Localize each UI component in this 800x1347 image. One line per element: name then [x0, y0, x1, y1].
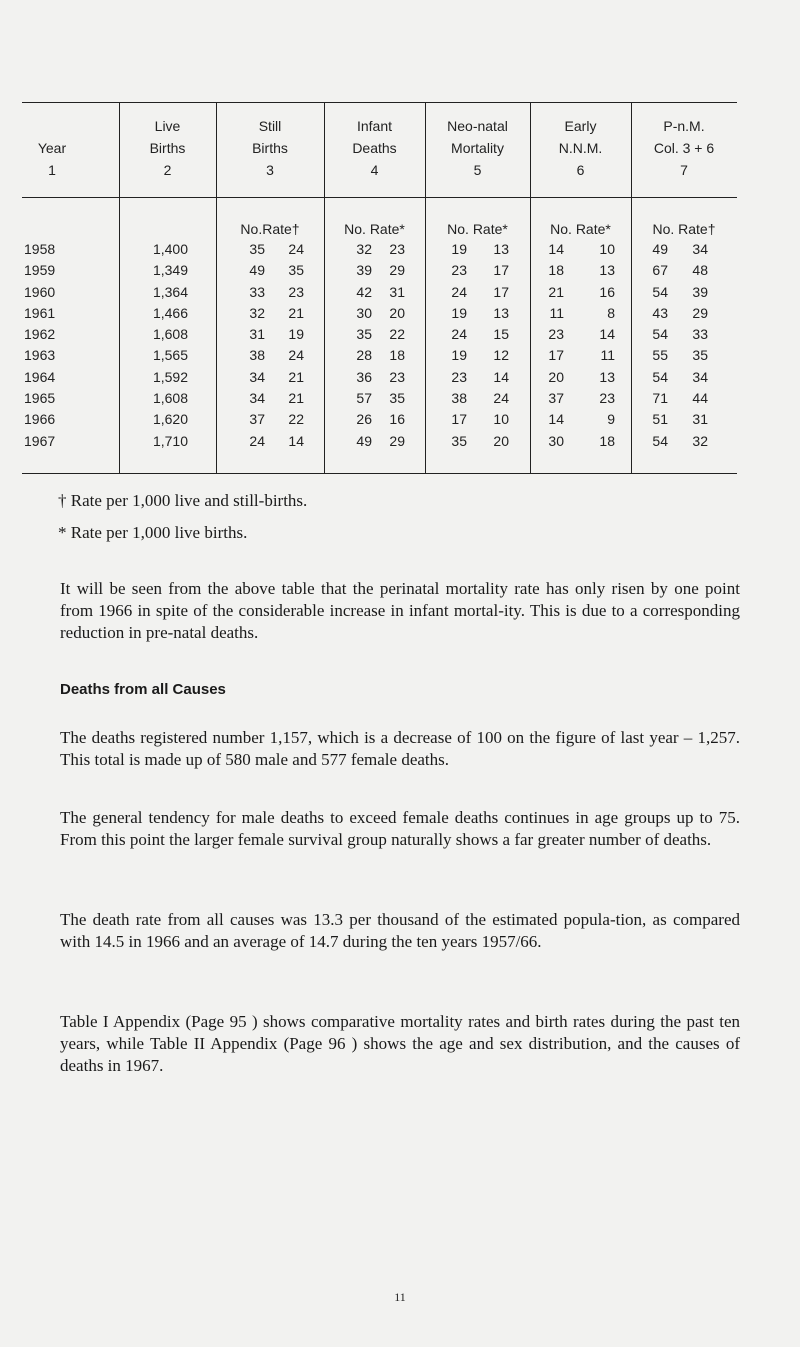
paragraph-deaths-registered: The deaths registered number 1,157, which is a decrease of 100 on the figure of last year – 1,257. This total is made up of 580 male and 577 female deaths.: [60, 728, 740, 769]
table-cell: 15: [493, 326, 509, 343]
paragraph-perinatal: It will be seen from the above table that the perinatal mortality rate has only risen by one point from 1966 in spite of the considerable increase in infant mortal-ity. This is due to a corresponding reduction in pre-natal deaths.: [60, 579, 740, 642]
table-cell: 1,364: [152, 283, 188, 300]
table-cell: 34: [249, 390, 265, 407]
table-cell: 49: [249, 262, 265, 279]
table-cell: 24: [493, 390, 509, 407]
header-pnm: [631, 115, 737, 181]
table-cell: 1,608: [152, 390, 188, 407]
table-cell: 1,400: [152, 241, 188, 257]
table-cell: 14: [599, 326, 615, 343]
subheader-neo-natal: No. Rate*: [447, 221, 508, 237]
table-cell: 17: [493, 262, 509, 279]
table-cell: 23: [548, 326, 564, 343]
table-cell: 13: [599, 262, 615, 279]
table-cell: 49: [652, 241, 668, 257]
table-cell: 18: [599, 432, 615, 449]
header-live-births: [119, 115, 216, 181]
table-cell: 21: [288, 390, 304, 407]
header-line: 6: [576, 162, 585, 178]
table-cell: 51: [652, 411, 668, 428]
table-cell: 14: [548, 241, 564, 257]
table-cell: 1963: [24, 347, 56, 364]
table-cell: 30: [548, 432, 564, 449]
table-cell: 19: [288, 326, 304, 343]
table-cell: 28: [356, 347, 372, 364]
table-cell: 23: [599, 390, 615, 407]
table-cell: 18: [389, 347, 405, 364]
table-cell: 54: [652, 283, 668, 300]
table-row: [22, 260, 737, 281]
table-cell: 21: [288, 304, 304, 321]
table-cell: 1,608: [152, 326, 188, 343]
table-cell: 48: [692, 262, 708, 279]
paragraph-death-rate: The death rate from all causes was 13.3 per thousand of the estimated popula-tion, as compared with 14.5 in 1966 and an average of 14.7 during the ten years 1957/66.: [60, 910, 740, 951]
header-line: Col. 3 + 6: [653, 140, 715, 156]
paragraph-appendix: Table I Appendix (Page 95 ) shows comparative mortality rates and birth rates during the past ten years, while Table II Appendix (Page 96 ) shows the age and sex distribution, and the causes of deaths in 1967.: [60, 1012, 740, 1075]
table-cell: 11: [600, 347, 615, 364]
table-cell: 23: [288, 283, 304, 300]
header-line: 2: [163, 162, 172, 178]
table-cell: 57: [356, 390, 372, 407]
table-cell: 32: [692, 432, 708, 449]
table-cell: 22: [288, 411, 304, 428]
table-cell: 35: [389, 390, 405, 407]
table-cell: 23: [389, 368, 405, 385]
table-cell: 38: [249, 347, 265, 364]
paragraph-general-tendency: The general tendency for male deaths to exceed female deaths continues in age groups up to 75. From this point the larger female survival group naturally shows a far greater number of deaths.: [60, 808, 740, 849]
table-cell: 55: [652, 347, 668, 364]
table-cell: 35: [249, 241, 265, 257]
header-divider: [22, 197, 737, 198]
table-cell: 24: [288, 347, 304, 364]
table-cell: 39: [692, 283, 708, 300]
table-row: [22, 282, 737, 303]
mortality-table: [22, 102, 737, 474]
table-cell: 34: [692, 368, 708, 385]
header-line: 4: [370, 162, 379, 178]
header-still-births: [216, 115, 324, 181]
table-cell: 1,349: [152, 262, 188, 279]
header-line: Still: [258, 118, 282, 134]
table-cell: 11: [549, 304, 564, 321]
table-cell: 35: [451, 432, 467, 449]
table-cell: 1,710: [152, 432, 188, 449]
table-cell: 30: [356, 304, 372, 321]
table-body: [22, 239, 737, 452]
table-row: [22, 367, 737, 388]
table-cell: 1,565: [152, 347, 188, 364]
header-line: Early: [564, 118, 597, 134]
table-cell: 14: [548, 411, 564, 428]
table-cell: 24: [249, 432, 265, 449]
header-line: 1: [48, 162, 56, 178]
table-cell: 1,466: [152, 304, 188, 321]
section-heading: Deaths from all Causes: [60, 681, 226, 698]
table-cell: 33: [249, 283, 265, 300]
footnote-asterisk: * Rate per 1,000 live births.: [58, 523, 248, 542]
table-cell: 20: [493, 432, 509, 449]
table-row: [22, 388, 737, 409]
table-cell: 21: [548, 283, 564, 300]
table-cell: 22: [389, 326, 405, 343]
table-cell: 39: [356, 262, 372, 279]
table-cell: 35: [288, 262, 304, 279]
table-cell: 16: [599, 283, 615, 300]
table-row: [22, 324, 737, 345]
table-cell: 13: [493, 304, 509, 321]
subheader-pnm: No. Rate†: [652, 221, 716, 237]
table-cell: 37: [249, 411, 265, 428]
table-cell: 12: [493, 347, 509, 364]
table-cell: 67: [652, 262, 668, 279]
table-cell: 23: [389, 241, 405, 257]
header-year: [22, 115, 82, 181]
table-cell: 1,620: [152, 411, 188, 428]
table-cell: 34: [249, 368, 265, 385]
table-cell: 24: [451, 283, 467, 300]
table-cell: 34: [692, 241, 708, 257]
table-cell: 36: [356, 368, 372, 385]
table-row: [22, 239, 737, 260]
table-cell: 18: [548, 262, 564, 279]
header-line: N.N.M.: [558, 140, 603, 156]
header-early-nnm: [530, 115, 631, 181]
table-cell: 44: [692, 390, 708, 407]
table-cell: 1959: [24, 262, 56, 279]
header-line: Mortality: [451, 140, 504, 156]
table-cell: 1958: [24, 241, 56, 257]
table-cell: 33: [692, 326, 708, 343]
table-cell: 26: [356, 411, 372, 428]
table-cell: 19: [451, 347, 467, 364]
table-cell: 14: [288, 432, 304, 449]
table-cell: 24: [451, 326, 467, 343]
table-cell: 13: [493, 241, 509, 257]
header-line: Deaths: [352, 140, 397, 156]
table-cell: 1965: [24, 390, 56, 407]
header-line: P-n.M.: [663, 118, 705, 134]
table-cell: 35: [692, 347, 708, 364]
table-cell: 16: [389, 411, 405, 428]
table-cell: 29: [692, 304, 708, 321]
table-cell: 17: [493, 283, 509, 300]
table-cell: 1966: [24, 411, 56, 428]
table-cell: 24: [288, 241, 304, 257]
table-row: [22, 303, 737, 324]
table-row: [22, 409, 737, 430]
header-line: Neo-natal: [447, 118, 508, 134]
table-cell: 13: [599, 368, 615, 385]
table-cell: 20: [548, 368, 564, 385]
table-cell: 38: [451, 390, 467, 407]
table-row: [22, 345, 737, 366]
table-cell: 1960: [24, 283, 56, 300]
header-neo-natal: [425, 115, 530, 181]
table-cell: 32: [249, 304, 265, 321]
table-cell: 21: [288, 368, 304, 385]
table-cell: 10: [599, 241, 615, 257]
table-cell: 42: [356, 283, 372, 300]
table-cell: 31: [692, 411, 708, 428]
table-cell: 37: [548, 390, 564, 407]
table-cell: 8: [607, 304, 615, 321]
table-cell: 19: [451, 304, 467, 321]
table-cell: 19: [451, 241, 467, 257]
table-cell: 10: [493, 411, 509, 428]
table-cell: 54: [652, 432, 668, 449]
table-cell: 49: [356, 432, 372, 449]
table-cell: 29: [389, 432, 405, 449]
subheader-still-births: No.Rate†: [240, 221, 300, 237]
header-line: Infant: [356, 118, 393, 134]
table-row: [22, 431, 737, 452]
header-line: 3: [266, 162, 274, 178]
table-cell: 31: [389, 283, 405, 300]
table-cell: 17: [548, 347, 564, 364]
table-cell: 23: [451, 262, 467, 279]
header-line: Live: [154, 118, 181, 134]
table-cell: 71: [652, 390, 668, 407]
table-cell: 31: [249, 326, 265, 343]
header-infant-deaths: [324, 115, 425, 181]
page-number: 11: [394, 1290, 406, 1304]
subheader-infant-deaths: No. Rate*: [344, 221, 405, 237]
header-line: 7: [680, 162, 688, 178]
table-cell: 35: [356, 326, 372, 343]
table-cell: 54: [652, 326, 668, 343]
table-cell: 29: [389, 262, 405, 279]
header-line: [22, 115, 82, 137]
table-cell: 32: [356, 241, 372, 257]
table-cell: 43: [652, 304, 668, 321]
subheader-early-nnm: No. Rate*: [550, 221, 611, 237]
table-cell: 54: [652, 368, 668, 385]
table-cell: 1964: [24, 368, 56, 385]
table-cell: 20: [389, 304, 405, 321]
table-cell: 1961: [24, 304, 56, 321]
header-line: Births: [252, 140, 288, 156]
table-cell: 1962: [24, 326, 56, 343]
header-line: Year: [37, 140, 67, 156]
header-line: 5: [473, 162, 482, 178]
table-cell: 14: [493, 368, 509, 385]
table-cell: 17: [451, 411, 467, 428]
table-cell: 9: [607, 411, 615, 428]
table-cell: 1,592: [152, 368, 188, 385]
table-cell: 23: [451, 368, 467, 385]
header-line: Births: [149, 140, 186, 156]
footnote-dagger: † Rate per 1,000 live and still-births.: [58, 491, 308, 510]
table-cell: 1967: [24, 432, 56, 449]
